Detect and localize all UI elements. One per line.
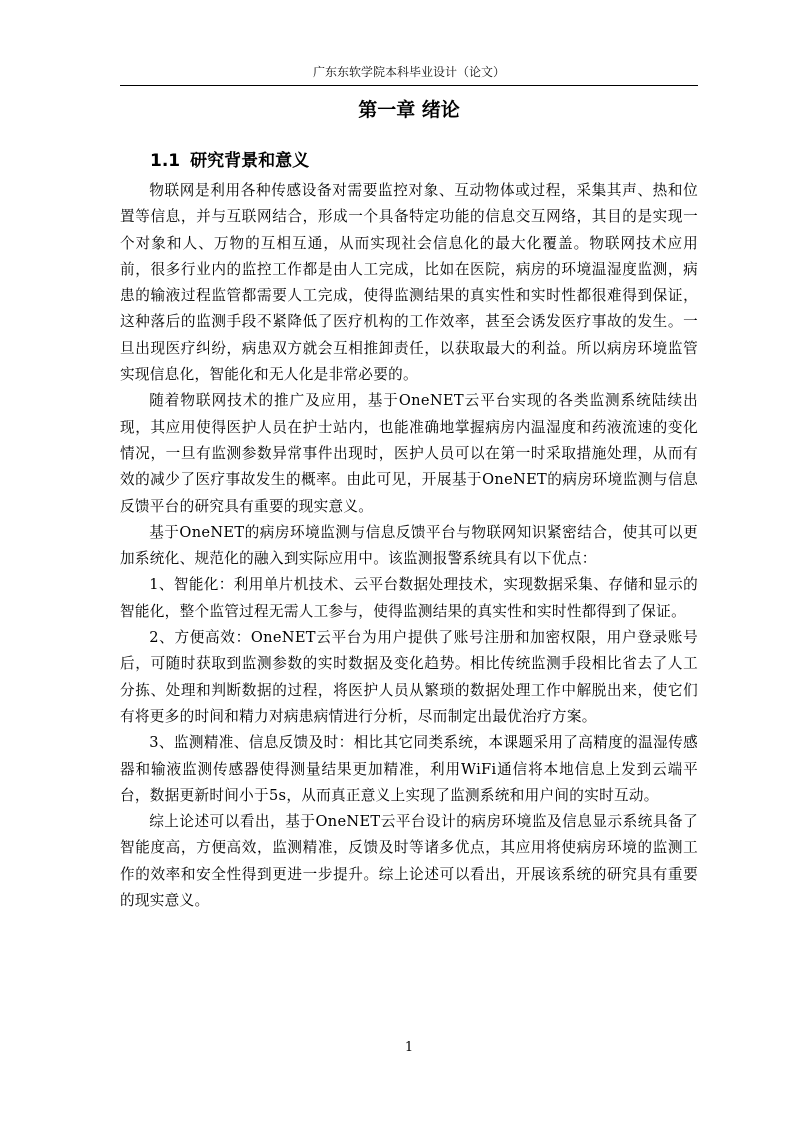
body-text: [120, 178, 698, 914]
header-divider: [120, 85, 698, 86]
paragraph-iot-intro: 物联网是利用各种传感设备对需要监控对象、互动物体或过程，采集其声、热和位置等信息，并与互联网结合，形成一个具备特定功能的信息交互网络，其目的是实现一个对象和人、万物的互相互通，从而实现社会信息化的最大化覆盖。物联网技术应用前，很多行业内的监控工作都是由人工完成，比如在医院，病房的环境温湿度监测，病患的输液过程监管都需要人工完成，使得监测结果的真实性和实时性都很难得到保证，这种落后的监测手段不紧降低了医疗机构的工作效率，甚至会诱发医疗事故的发生。一旦出现医疗纠纷，病患双方就会互相推卸责任，以获取最大的利益。所以病房环境监管实现信息化，智能化和无人化是非常必要的。: [120, 182, 698, 384]
paragraph-advantage-precise: 3、监测精准、信息反馈及时：相比其它同类系统，本课题采用了高精度的温湿传感器和输液监测传感器使得测量结果更加精准，利用WiFi通信将本地信息上发到云端平台，数据更新时间小于5s，从而真正意义上实现了监测系统和用户间的实时互动。: [120, 734, 698, 804]
page-number: 1: [404, 1040, 414, 1055]
section-heading: [150, 148, 309, 174]
paragraph-summary: 综上论述可以看出，基于OneNET云平台设计的病房环境监及信息显示系统具备了智能度高，方便高效，监测精准，反馈及时等诸多优点，其应用将使病房环境的监测工作的效率和安全性得到更进一步提升。综上论述可以看出，开展该系统的研究具有重要的现实意义。: [120, 813, 698, 910]
paragraph-advantage-convenient: 2、方便高效：OneNET云平台为用户提供了账号注册和加密权限，用户登录账号后，可随时获取到监测参数的实时数据及变化趋势。相比传统监测手段相比省去了人工分拣、处理和判断数据的过程，将医护人员从繁琐的数据处理工作中解脱出来，使它们有将更多的时间和精力对病患病情进行分析，尽而制定出最优治疗方案。: [120, 629, 698, 725]
running-header: 广东东软学院本科毕业设计（论文）: [312, 65, 505, 79]
chapter-title: 第一章 绪论: [358, 99, 460, 121]
section-number: 1.1: [150, 151, 181, 171]
paragraph-advantages-intro: 基于OneNET的病房环境监测与信息反馈平台与物联网知识紧密结合，使其可以更加系统化、规范化的融入到实际应用中。该监测报警系统具有以下优点：: [120, 523, 698, 568]
paragraph-onenet-background: 随着物联网技术的推广及应用，基于OneNET云平台实现的各类监测系统陆续出现，其应用使得医护人员在护士站内，也能准确地掌握病房内温湿度和药液流速的变化情况，一旦有监测参数异常事件出现时，医护人员可以在第一时采取措施处理，从而有效的减少了医疗事故发生的概率。由此可见，开展基于OneNET的病房环境监测与信息反馈平台的研究具有重要的现实意义。: [120, 392, 698, 515]
section-title: 研究背景和意义: [190, 151, 310, 171]
paragraph-advantage-intelligent: 1、智能化：利用单片机技术、云平台数据处理技术，实现数据采集、存储和显示的智能化，整个监管过程无需人工参与，使得监测结果的真实性和实时性都得到了保证。: [120, 576, 698, 620]
